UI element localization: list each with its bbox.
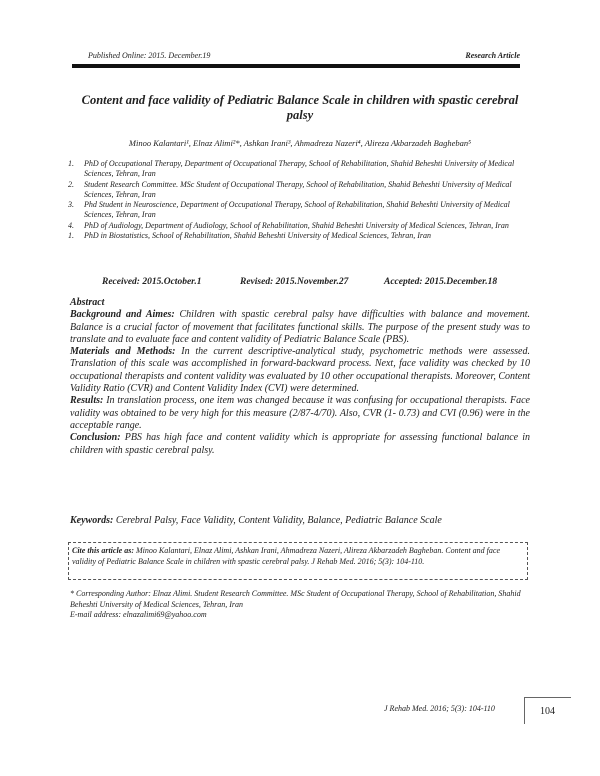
affiliation-number: 1.	[68, 231, 74, 241]
citation-box	[68, 542, 528, 580]
affiliation-text: PhD of Audiology, Department of Audiology, School of Rehabilitation, Shahid Beheshti University of Medical Sciences, Tehran, Iran	[84, 220, 509, 230]
affiliation-number: 4.	[68, 220, 74, 230]
abstract-results	[70, 395, 530, 432]
results-label: Results:	[70, 395, 104, 407]
affiliation-item	[68, 159, 530, 180]
affiliations-list	[68, 159, 530, 241]
header-rule	[72, 64, 520, 68]
affiliation-number: 3.	[68, 200, 74, 210]
page-number: 104	[540, 706, 555, 717]
affiliation-item	[68, 180, 530, 201]
affiliation-text: Phd Student in Neuroscience, Department of Occupational Therapy, School of Rehabilitation, Shahid Beheshti University of Medical Sciences, Tehran, Iran	[84, 200, 510, 220]
authors: Minoo Kalantari¹, Elnaz Alimi²*, Ashkan Irani³, Ahmadreza Nazeri⁴, Alireza Akbarzadeh Bagheban⁵	[128, 138, 472, 148]
abstract-methods	[70, 346, 530, 395]
affiliation-item	[68, 200, 530, 221]
background-text: Children with spastic cerebral palsy have difficulties with balance and movement. Balance is a crucial factor of movement that facilitates functional skills. The purpose of the present study was to translate and to evaluate face and content validity of Pediatric Balance Scale (PBS).	[70, 309, 531, 345]
accepted-date: Accepted: 2015.December.18	[384, 277, 498, 287]
results-text: In translation process, one item was changed because it was confusing for occupational therapists. Face validity was obtained to be very high for this measure (2/87-4/70). Also, CVR (1- 0.73) and CVI (0.96) were in the acceptable range.	[70, 395, 530, 431]
keywords-label: Keywords:	[70, 515, 114, 526]
citation-label: Cite this article as:	[72, 546, 134, 555]
published-date: Published Online: 2015. December.19	[88, 51, 211, 60]
abstract-background	[70, 309, 530, 346]
affiliation-number: 1.	[68, 159, 74, 168]
correspondence	[70, 589, 532, 621]
citation-text: Minoo Kalantari, Elnaz Alimi, Ashkan Irani, Ahmadreza Nazeri, Alireza Akbarzadeh Bagheban. Content and face validity of Pediatric Balance Scale in children with spastic cerebral palsy. J Rehab Med. 2016; 5(3): 104-110.	[72, 546, 500, 566]
article-title: Content and face validity of Pediatric Balance Scale in children with spastic cerebral palsy	[81, 93, 519, 122]
abstract-heading: Abstract	[70, 297, 105, 308]
affiliation-text: PhD in Biostatistics, School of Rehabilitation, Shahid Beheshti University of Medical Sciences, Tehran, Iran	[84, 231, 431, 241]
abstract-conclusion	[70, 432, 530, 457]
journal-reference: J Rehab Med. 2016; 5(3): 104-110	[384, 704, 495, 713]
methods-label: Materials and Methods:	[70, 346, 176, 358]
affiliation-item	[68, 221, 530, 231]
revised-date: Revised: 2015.November.27	[240, 277, 349, 287]
background-label: Background and Aimes:	[70, 309, 175, 321]
affiliation-item	[68, 231, 530, 241]
article-type: Research Article	[465, 51, 520, 60]
affiliation-text: PhD of Occupational Therapy, Department of Occupational Therapy, School of Rehabilitation, Shahid Beheshti University of Medical Sciences, Tehran, Iran	[84, 159, 515, 179]
conclusion-label: Conclusion:	[70, 432, 121, 444]
received-date: Received: 2015.October.1	[102, 277, 202, 287]
corresponding-author: * Corresponding Author: Elnaz Alimi. Student Research Committee. MSc Student of Occupational Therapy, School of Rehabilitation, Shahid Beheshti University of Medical Sciences, Tehran, Iran	[70, 589, 521, 609]
methods-text: In the current descriptive-analytical study, psychometric methods were assessed. Translation of this scale was accomplished in forward-backward process. Next, face validity was checked by 10 occupational therapists and content validity was evaluated by 10 other occupational therapists. Moreover, Content Validity Ratio (CVR) and Content Validity Index (CVI) were determined.	[70, 346, 530, 395]
affiliation-text: Student Research Committee. MSc Student of Occupational Therapy, School of Rehabilitation, Shahid Beheshti University of Medical Sciences, Tehran, Iran	[84, 179, 512, 199]
email-address: E-mail address: elnazalimi69@yahoo.com	[70, 610, 207, 619]
abstract	[70, 297, 530, 457]
keywords-text: Cerebral Palsy, Face Validity, Content Validity, Balance, Pediatric Balance Scale	[115, 515, 442, 526]
keywords	[70, 515, 530, 526]
affiliation-number: 2.	[68, 179, 74, 189]
conclusion-text: PBS has high face and content validity which is appropriate for assessing functional balance in children with spastic cerebral palsy.	[70, 432, 530, 456]
